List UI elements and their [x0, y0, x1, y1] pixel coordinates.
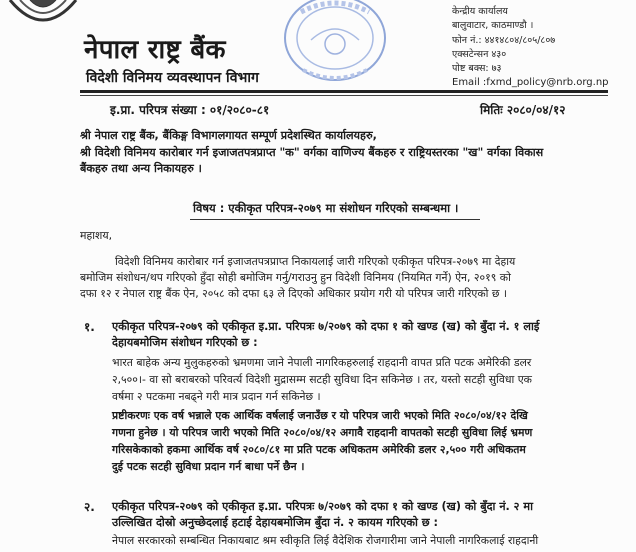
department-name: विदेशी विनिमय व्यवस्थापन विभाग: [86, 70, 259, 86]
explanation-text: प्रष्टीकरणः एक वर्ष भन्नाले एक आर्थिक वर्षलाई जनाउँछ र यो परिपत्र जारी भएको मिति २०८०/०४/१२ देखि: [112, 409, 528, 422]
intro-line: बमोजिम संशोधन/थप गरिएको हुँदा सोही बमोजिम गर्नु/गराउनु हुन विदेशी विनिमय (नियमित गर्ने) ऐन, २०१९ को: [80, 271, 511, 284]
office-email: Email :fxmd_policy@nrb.org.np: [452, 77, 609, 88]
item-heading: एकीकृत परिपत्र-२०७९ को एकीकृत इ.प्रा. परिपत्रः ७/२०७९ को दफा १ को खण्ड (ख) को बुँदा नं. २ मा: [112, 500, 533, 513]
subject-line: विषय : एकीकृत परिपत्र-२०७९ मा संशोधन गरिएको सम्बन्धमा ।: [193, 201, 459, 215]
item-text: वर्षमा २ पटकमा नबढ्ने गरी मात्र प्रदान गर्न सकिनेछ ।: [112, 390, 321, 403]
office-phone: फोन नं.: ४४१४८०४/८०५/८०७: [452, 35, 556, 46]
office-po-box: पोष्ट बक्स: ७३: [452, 63, 502, 74]
item-text: नेपाल सरकारको सम्बन्धित निकायबाट श्रम स्वीकृति लिई वैदेशिक रोजगारीमा जाने नेपाली नागरिकलाई राहदानी: [112, 534, 539, 547]
header-divider-thin: [80, 95, 608, 96]
item-heading: उल्लिखित दोस्रो अनुच्छेदलाई हटाई देहायबमोजिम बुँदा नं. २ कायम गरिएको छ :: [112, 516, 439, 529]
item-heading: देहायबमोजिम संशोधन गरिएको छ :: [112, 336, 258, 349]
item-text: भारत बाहेक अन्य मुलुकहरुको भ्रमणमा जाने नेपाली नागरिकहरुलाई राहदानी वापत प्रति पटक अमेरिकी डलर: [112, 356, 532, 369]
official-seal-stamp: [281, 0, 389, 84]
intro-line: विदेशी विनिमय कारोबार गर्न इजाजतपत्रप्राप्त निकायलाई जारी गरिएको एकीकृत परिपत्र-२०७९ मा देहाय: [115, 255, 516, 268]
addressee-line: श्री नेपाल राष्ट्र बैंक, बैंकिङ्ग विभागलगायत सम्पूर्ण प्रदेशस्थित कार्यालयहरु,: [80, 129, 377, 142]
circular-date: मितिः २०८०/०४/१२: [480, 103, 566, 117]
office-address: बालुवाटार, काठमाण्डौ ।: [452, 20, 534, 31]
office-title: केन्द्रीय कार्यालय: [452, 6, 508, 17]
nrb-logo-icon: [6, 0, 80, 30]
explanation-text: गणना हुनेछ । यो परिपत्र जारी भएको मिति २०८०/०४/१२ अगावै राहदानी वापतको सटही सुविधा लिई भ्रमण: [112, 426, 533, 439]
explanation-text: गरिसकेकाको हकमा आर्थिक वर्ष २०८०/८१ मा प्रति पटक अधिकतम अमेरिकी डलर २,५०० गरी अधिकतम: [112, 443, 526, 456]
addressee-line: श्री विदेशी विनिमय कारोबार गर्न इजाजतपत्रप्राप्त "क" वर्गका वाणिज्य बैंकहरु र राष्ट्रियस्तरका "ख" वर्गका विकास: [80, 146, 544, 159]
office-extension: एक्सटेन्सन ४३०: [452, 49, 507, 60]
item-number: २.: [84, 500, 95, 514]
organization-name: नेपाल राष्ट्र बैंक: [84, 35, 226, 65]
explanation-text: दुई पटक सटही सुविधा प्रदान गर्न बाधा पर्ने छैन ।: [112, 460, 305, 473]
subject-underline: [190, 219, 480, 220]
item-heading: एकीकृत परिपत्र-२०७९ को एकीकृत इ.प्रा. परिपत्रः ७/२०७९ को दफा १ को खण्ड (ख) को बुँदा नं. १ लाई: [112, 320, 540, 333]
salutation: महाशय,: [80, 229, 113, 242]
header-divider: [80, 90, 608, 93]
addressee-line: बैंकहरु तथा अन्य निकायहरु ।: [80, 162, 202, 175]
circular-number: इ.प्रा. परिपत्र संख्या : ०१/२०८०-८१: [110, 103, 270, 117]
item-number: १.: [84, 320, 95, 334]
item-text: २,५००।- वा सो बराबरको परिवर्त्य विदेशी मुद्रासम्म सटही सुविधा दिन सकिनेछ । तर, यस्तो सटही सुविधा एक: [112, 373, 532, 386]
intro-line: दफा १२ र नेपाल राष्ट्र बैंक ऐन, २०५८ को दफा ६३ ले दिएको अधिकार प्रयोग गरी यो परिपत्र जारी गरिएको छ ।: [80, 287, 508, 300]
